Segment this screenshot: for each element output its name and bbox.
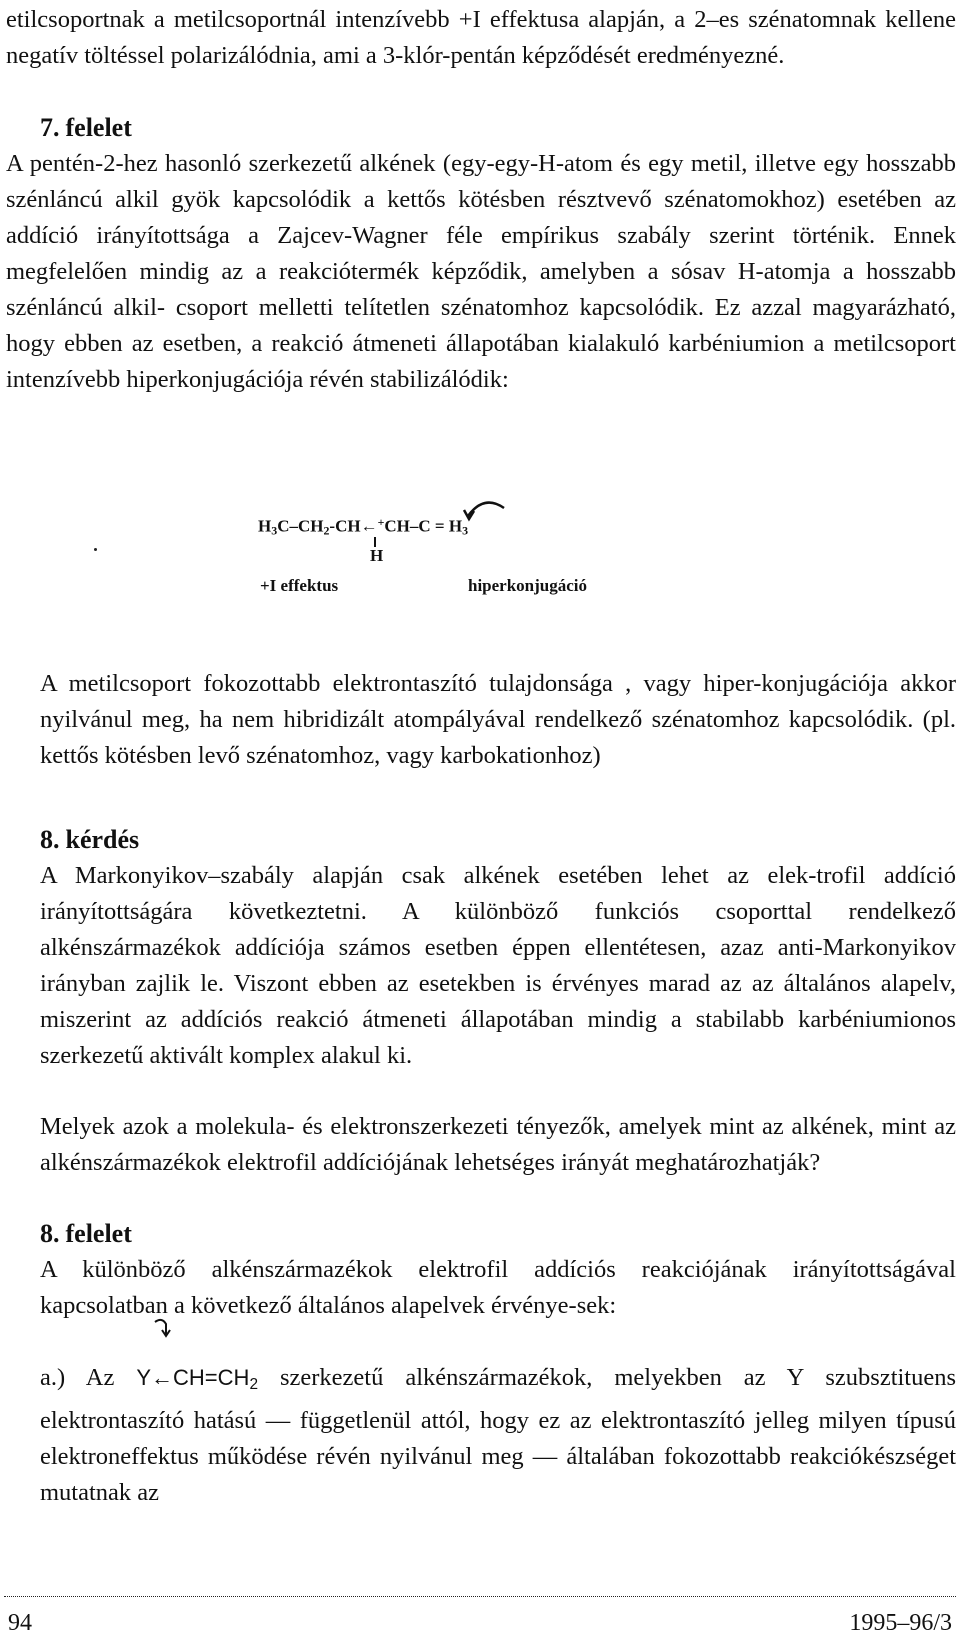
item-a-paragraph (40, 1360, 956, 1511)
formula-h-sub: 3 (271, 523, 278, 538)
formula-c-ch: C–CH (277, 516, 324, 536)
stray-dot (94, 548, 97, 551)
formula-middle: -CH← (329, 516, 378, 536)
question-8-number: 8. (40, 825, 60, 854)
question-8-paragraph: A Markonyikov–szabály alapján csak alkének esetében lehet az elek-trofil addíció irányítottságára következtetni. A különböző funkciós csoporttal rendelkező alkénszármazékok addíciója számos esetben éppen ellentétesen, azaz anti-Markonyikov irányban zajlik le. Viszont ebben az esetekben is érvényes marad az az általános alapelv, miszerint az addíciós reakció átmeneti állapotában mindig a stabilabb karbéniumionos szerkezetű aktivált komplex alakul ki. (40, 862, 956, 1069)
item-a-rest: szerkezetű alkénszármazékok, melyekben az Y szubsztituens elektrontaszító hatású — függetlenül attól, hogy ez az elektrontaszító jelleg milyen típusú elektroneffektus működése révén nyilvánul meg — általában fokozottabb reakciókészséget mutatnak az (40, 1364, 957, 1506)
formula-label-i-effect: +I effektus (260, 576, 339, 595)
answer-8-title: felelet (65, 1219, 132, 1248)
formula-main-chain (258, 515, 468, 538)
formula-h-below: H (370, 546, 384, 565)
formula-ch-c: CH–C = H (384, 516, 463, 536)
answer-8-heading (40, 1216, 132, 1252)
answer-8-paragraph: A különböző alkénszármazékok elektrofil addíciós reakciójának irányítottságával kapcsolatban a következő általános alapelvek érvénye-sek: (40, 1256, 956, 1319)
substituent-arrow-icon (150, 1318, 174, 1340)
formula-label-hyperconjugation: hiperkonjugáció (468, 576, 588, 595)
answer-7-title: felelet (65, 113, 132, 142)
item-a-label: a.) (40, 1364, 66, 1391)
footer-divider (4, 1596, 956, 1597)
answer-7-paragraph: A pentén-2-hez hasonló szerkezetű alkének (egy-egy-H-atom és egy metil, illetve egy hosszabb szénláncú alkil gyök kapcsolódik a kettős kötésben résztvevő szénatomokhoz) esetében az addíció irányítottsága a Zajcev-Wagner féle empírikus szabály szerint történik. Ennek megfelelően mindig az a reakciótermék képződik, amelyben a sósav H-atomja a hosszabb szénláncú alkil- csoport melletti telítetlen szénatomhoz kapcsolódik. Ez azzal magyarázható, hogy ebben az esetben, a reakció átmeneti állapotában kialakuló karbéniumion a metilcsoport intenzívebb hiperkonjugációja révén stabilizálódik: (6, 150, 956, 393)
answer-8-number: 8. (40, 1219, 60, 1248)
item-a-formula-main: Y←CH=CH (136, 1365, 250, 1390)
formula-ch2-sub: 2 (323, 523, 330, 538)
hyperconjugation-arrow-icon (462, 492, 512, 522)
item-a-lead: Az (85, 1364, 115, 1391)
question-8-heading (40, 822, 139, 858)
question-8-question: Melyek azok a molekula- és elektronszerkezeti tényezők, amelyek mint az alkének, mint az alkénszármazékok elektrofil addíciójának lehetséges irányát meghatározhatják? (40, 1113, 956, 1176)
answer-7-number: 7. (40, 113, 60, 142)
formula-plus: + (377, 515, 385, 529)
answer-7-heading (40, 110, 132, 146)
issue-number: 1995–96/3 (849, 1610, 952, 1636)
methyl-paragraph: A metilcsoport fokozottabb elektrontaszító tulajdonsága , vagy hiper-konjugációja akkor nyilvánul meg, ha nem hibridizált atompályával rendelkező szénatomhoz kapcsolódik. (pl. kettős kötésben levő szénatomhoz, vagy karbokationhoz) (40, 670, 956, 769)
intro-paragraph: etilcsoportnak a metilcsoportnál intenzívebb +I effektusa alapján, a 2–es szénatomnak kellene negatív töltéssel polarizálódnia, ami a 3-klór-pentán képződését eredményezné. (6, 6, 956, 69)
formula-h: H (258, 516, 272, 536)
item-a-formula-sub: 2 (249, 1375, 258, 1393)
item-a-formula (136, 1365, 258, 1393)
formula-h3-sub: 3 (462, 523, 469, 538)
page-number: 94 (8, 1610, 32, 1636)
question-8-title: kérdés (65, 825, 140, 854)
